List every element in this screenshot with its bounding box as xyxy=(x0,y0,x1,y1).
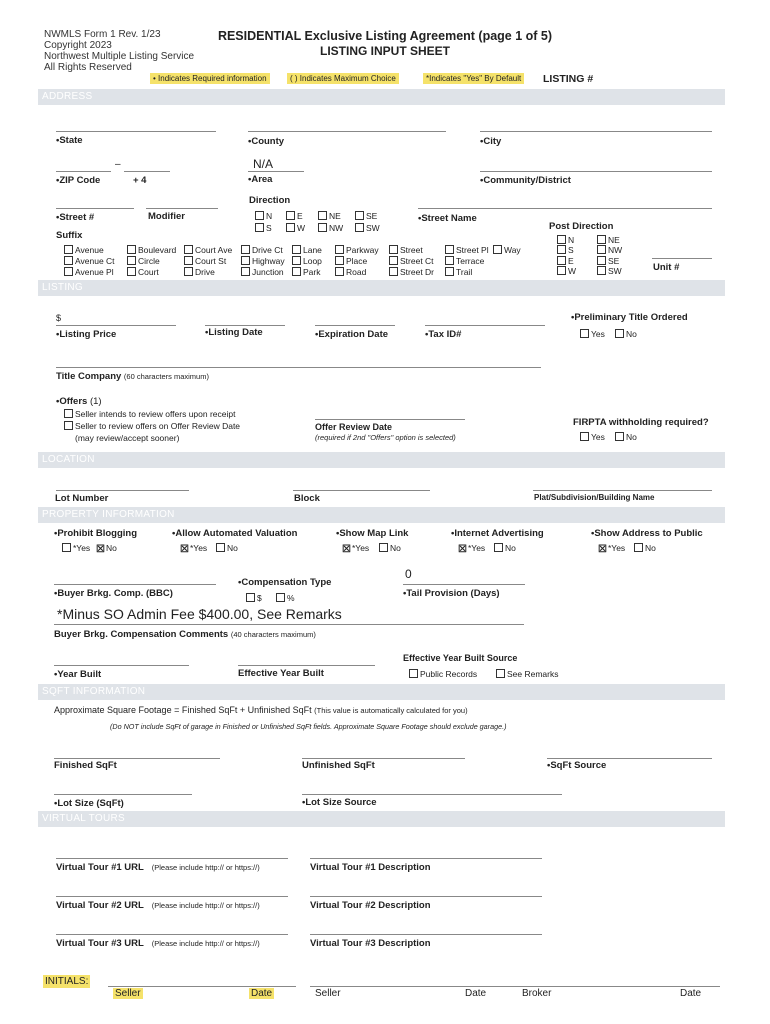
block-label: Block xyxy=(294,493,320,504)
offer-review-date-label: Offer Review Date xyxy=(315,422,393,432)
suffix-lane[interactable]: Lane xyxy=(292,245,322,255)
dollar-sign: $ xyxy=(56,313,62,323)
listing-number-label: LISTING # xyxy=(543,73,594,85)
initials-label: INITIALS: xyxy=(45,976,89,987)
offers-label: • Offers (1) xyxy=(56,396,102,407)
garage-note: (Do NOT include SqFt of garage in Finished or Unfinished SqFt fields. Approximate Square Footage should exclude garage.) xyxy=(110,722,507,731)
comp-type-dollar[interactable]: $ xyxy=(246,593,262,603)
internet-advertising-label: • Internet Advertising xyxy=(451,528,544,539)
effective-year-source-label: Effective Year Built Source xyxy=(403,653,518,663)
section-address: ADDRESS xyxy=(38,89,725,105)
legend-max: ( ) Indicates Maximum Choice xyxy=(287,73,399,84)
street-num-label: • Street # xyxy=(56,212,94,223)
lot-number-label: Lot Number xyxy=(55,493,109,504)
suffix-court-ave[interactable]: Court Ave xyxy=(184,245,232,255)
plat-field[interactable] xyxy=(533,490,712,491)
suffix-boulevard[interactable]: Boulevard xyxy=(127,245,176,255)
unit-label: Unit # xyxy=(653,262,680,273)
form-subtitle: LISTING INPUT SHEET xyxy=(319,44,450,58)
initials-seller-2: Seller xyxy=(315,988,341,999)
suffix-trail[interactable]: Trail xyxy=(445,267,472,277)
tour1-desc-label: Virtual Tour #1 Description xyxy=(310,862,431,873)
tail-provision-label: • Tail Provision (Days) xyxy=(403,588,500,599)
show-address-no[interactable]: No xyxy=(634,543,656,553)
pd-w[interactable]: W xyxy=(557,266,576,276)
dir-ne[interactable]: NE xyxy=(318,211,341,221)
tour3-url-label: Virtual Tour #3 URL (Please include http:// or https://) xyxy=(56,938,260,949)
dir-e[interactable]: E xyxy=(286,211,303,221)
suffix-loop[interactable]: Loop xyxy=(292,256,322,266)
prohibit-blogging-label: • Prohibit Blogging xyxy=(54,528,137,539)
unit-field[interactable] xyxy=(652,258,712,259)
finished-sqft-field[interactable] xyxy=(54,758,220,759)
suffix-street-ct[interactable]: Street Ct xyxy=(389,256,434,266)
prelim-title-label: • Preliminary Title Ordered xyxy=(571,312,688,323)
lot-size-source-label: • Lot Size Source xyxy=(302,797,377,808)
suffix-label: Suffix xyxy=(56,230,83,241)
tour1-desc-field[interactable] xyxy=(310,858,542,859)
effective-year-field[interactable] xyxy=(238,665,375,666)
firpta-label: FIRPTA withholding required? xyxy=(573,417,709,428)
sqft-source-label: • SqFt Source xyxy=(547,760,606,771)
suffix-road[interactable]: Road xyxy=(335,267,366,277)
suffix-way[interactable]: Way xyxy=(493,245,521,255)
tail-provision-field[interactable] xyxy=(403,584,525,585)
tour3-desc-label: Virtual Tour #3 Description xyxy=(310,938,431,949)
zip-label: • ZIP Code xyxy=(56,175,100,186)
year-built-label: • Year Built xyxy=(54,669,101,680)
title-company-field[interactable] xyxy=(56,367,541,368)
suffix-drive-ct[interactable]: Drive Ct xyxy=(241,245,283,255)
expiration-date-label: • Expiration Date xyxy=(315,329,388,340)
suffix-street[interactable]: Street xyxy=(389,245,423,255)
suffix-avenue-pl[interactable]: Avenue Pl xyxy=(64,267,114,277)
state-field[interactable] xyxy=(56,131,216,132)
initials-date-3: Date xyxy=(680,988,702,999)
org-name: Northwest Multiple Listing Service xyxy=(44,51,195,62)
tour2-url-field[interactable] xyxy=(56,896,288,897)
pd-se[interactable]: SE xyxy=(597,256,619,266)
prohibit-blogging-no[interactable]: ☒No xyxy=(96,543,117,555)
offer-option-2-note: (may review/accept sooner) xyxy=(75,433,180,443)
county-value: N/A xyxy=(253,157,274,171)
expiration-date-field[interactable] xyxy=(315,325,395,326)
tour1-url-field[interactable] xyxy=(56,858,288,859)
suffix-court-st[interactable]: Court St xyxy=(184,256,226,266)
tour2-url-label: Virtual Tour #2 URL (Please include http:// or https://) xyxy=(56,900,260,911)
internet-advertising-no[interactable]: No xyxy=(494,543,516,553)
community-field[interactable] xyxy=(480,171,712,172)
plus4-label: + 4 xyxy=(133,175,147,186)
tour3-url-field[interactable] xyxy=(56,934,288,935)
city-field[interactable] xyxy=(480,131,712,132)
county-field[interactable] xyxy=(248,131,446,132)
county-label: • County xyxy=(248,136,284,147)
firpta-yes[interactable]: Yes xyxy=(580,432,605,442)
other-initials-field[interactable] xyxy=(310,986,720,987)
initials-seller-1: Seller xyxy=(115,988,141,999)
street-name-label: • Street Name xyxy=(418,213,477,224)
comp-type-percent[interactable]: % xyxy=(276,593,295,603)
suffix-drive[interactable]: Drive xyxy=(184,267,215,277)
tour1-url-label: Virtual Tour #1 URL (Please include http:// or https://) xyxy=(56,862,260,873)
block-field[interactable] xyxy=(293,490,430,491)
show-map-no[interactable]: No xyxy=(379,543,401,553)
offer-review-note: (required if 2nd "Offers" option is selected) xyxy=(315,433,456,442)
tour2-desc-field[interactable] xyxy=(310,896,542,897)
listing-date-label: • Listing Date xyxy=(205,327,263,338)
show-address-yes[interactable]: ☒*Yes xyxy=(598,543,626,555)
bbc-field[interactable] xyxy=(54,584,216,585)
section-location: LOCATION xyxy=(38,452,725,468)
dir-se[interactable]: SE xyxy=(355,211,377,221)
comp-comments-value: *Minus SO Admin Fee $400.00, See Remarks xyxy=(57,606,342,622)
direction-label: Direction xyxy=(249,195,291,206)
tour2-desc-label: Virtual Tour #2 Description xyxy=(310,900,431,911)
approx-sqft-text: Approximate Square Footage = Finished SqFt + Unfinished SqFt (This value is automatically calculated for you) xyxy=(54,705,468,715)
tax-id-field[interactable] xyxy=(425,325,545,326)
show-map-label: • Show Map Link xyxy=(336,528,408,539)
title-company-label: Title Company (60 characters maximum) xyxy=(56,371,209,382)
suffix-place[interactable]: Place xyxy=(335,256,367,266)
suffix-parkway[interactable]: Parkway xyxy=(335,245,379,255)
listing-price-label: • Listing Price xyxy=(56,329,116,340)
rights: All Rights Reserved xyxy=(44,62,132,73)
show-map-yes[interactable]: ☒*Yes xyxy=(342,543,370,555)
dir-sw[interactable]: SW xyxy=(355,223,380,233)
lot-size-source-field[interactable] xyxy=(302,794,562,795)
zip-plus4-field[interactable] xyxy=(124,171,170,172)
suffix-terrace[interactable]: Terrace xyxy=(445,256,484,266)
area-field[interactable] xyxy=(248,171,304,172)
pd-nw[interactable]: NW xyxy=(597,245,622,255)
suffix-street-dr[interactable]: Street Dr xyxy=(389,267,434,277)
seller-initials-field[interactable] xyxy=(108,986,296,987)
post-direction-label: Post Direction xyxy=(549,221,614,232)
city-label: • City xyxy=(480,136,501,147)
suffix-avenue-ct[interactable]: Avenue Ct xyxy=(64,256,115,266)
dir-w[interactable]: W xyxy=(286,223,305,233)
form-title: RESIDENTIAL Exclusive Listing Agreement (page 1 of 5) xyxy=(217,29,553,43)
prohibit-blogging-yes[interactable]: *Yes xyxy=(62,543,90,553)
unfinished-sqft-field[interactable] xyxy=(302,758,465,759)
area-label: • Area xyxy=(248,174,272,185)
lot-number-field[interactable] xyxy=(56,490,189,491)
offer-option-1[interactable]: Seller intends to review offers upon receipt xyxy=(64,409,236,419)
dir-n[interactable]: N xyxy=(255,211,272,221)
section-virtual-tours: VIRTUAL TOURS xyxy=(38,811,725,827)
lot-size-label: • Lot Size (SqFt) xyxy=(54,798,124,809)
allow-avm-label: • Allow Automated Valuation xyxy=(172,528,297,539)
community-label: • Community/District xyxy=(480,175,571,186)
pd-n[interactable]: N xyxy=(557,235,574,245)
year-built-field[interactable] xyxy=(54,665,189,666)
dir-nw[interactable]: NW xyxy=(318,223,343,233)
listing-price-field[interactable] xyxy=(56,325,176,326)
modifier-label: Modifier xyxy=(148,211,185,222)
section-property: PROPERTY INFORMATION xyxy=(38,507,725,523)
offer-option-2[interactable]: Seller to review offers on Offer Review Date xyxy=(64,421,240,431)
suffix-park[interactable]: Park xyxy=(292,267,320,277)
tour3-desc-field[interactable] xyxy=(310,934,542,935)
street-num-field[interactable] xyxy=(56,208,134,209)
prelim-yes[interactable]: Yes xyxy=(580,329,605,339)
offer-review-date-field[interactable] xyxy=(315,419,465,420)
zip-field[interactable] xyxy=(56,171,111,172)
source-public-records[interactable]: Public Records xyxy=(409,669,477,679)
section-listing: LISTING xyxy=(38,280,725,296)
legend-required: • Indicates Required information xyxy=(150,73,270,84)
finished-sqft-label: Finished SqFt xyxy=(54,760,117,771)
pd-s[interactable]: S xyxy=(557,245,574,255)
suffix-junction[interactable]: Junction xyxy=(241,267,284,277)
pd-ne[interactable]: NE xyxy=(597,235,620,245)
listing-date-field[interactable] xyxy=(205,325,285,326)
lot-size-field[interactable] xyxy=(54,794,192,795)
internet-advertising-yes[interactable]: ☒*Yes xyxy=(458,543,486,555)
modifier-field[interactable] xyxy=(146,208,218,209)
source-see-remarks[interactable]: See Remarks xyxy=(496,669,559,679)
pd-sw[interactable]: SW xyxy=(597,266,622,276)
prelim-no[interactable]: No xyxy=(615,329,637,339)
street-name-field[interactable] xyxy=(418,208,712,209)
tail-provision-value: 0 xyxy=(405,567,412,581)
dir-s[interactable]: S xyxy=(255,223,272,233)
suffix-highway[interactable]: Highway xyxy=(241,256,285,266)
comp-comments-field[interactable] xyxy=(54,624,524,625)
firpta-no[interactable]: No xyxy=(615,432,637,442)
pd-e[interactable]: E xyxy=(557,256,574,266)
tax-id-label: • Tax ID# xyxy=(425,329,461,340)
suffix-street-pl[interactable]: Street Pl xyxy=(445,245,489,255)
initials-date-1: Date xyxy=(251,988,273,999)
copyright: Copyright 2023 xyxy=(44,40,112,51)
sqft-source-field[interactable] xyxy=(547,758,712,759)
comp-type-label: • Compensation Type xyxy=(238,577,331,588)
bbc-label: • Buyer Brkg. Comp. (BBC) xyxy=(54,588,173,599)
allow-avm-yes[interactable]: ☒*Yes xyxy=(180,543,208,555)
initials-broker: Broker xyxy=(522,988,552,999)
suffix-court[interactable]: Court xyxy=(127,267,159,277)
zip-separator: – xyxy=(115,159,121,170)
effective-year-label: Effective Year Built xyxy=(238,668,324,679)
suffix-avenue[interactable]: Avenue xyxy=(64,245,104,255)
suffix-circle[interactable]: Circle xyxy=(127,256,160,266)
form-id: NWMLS Form 1 Rev. 1/23 xyxy=(44,29,161,40)
legend-yes: *Indicates "Yes" By Default xyxy=(423,73,524,84)
section-sqft: SQFT INFORMATION xyxy=(38,684,725,700)
unfinished-sqft-label: Unfinished SqFt xyxy=(302,760,375,771)
initials-date-2: Date xyxy=(465,988,487,999)
show-address-label: • Show Address to Public xyxy=(591,528,703,539)
comp-comments-label: Buyer Brkg. Compensation Comments (40 characters maximum) xyxy=(54,629,316,640)
allow-avm-no[interactable]: No xyxy=(216,543,238,553)
state-label: • State xyxy=(56,135,83,146)
plat-label: Plat/Subdivision/Building Name xyxy=(534,493,655,502)
